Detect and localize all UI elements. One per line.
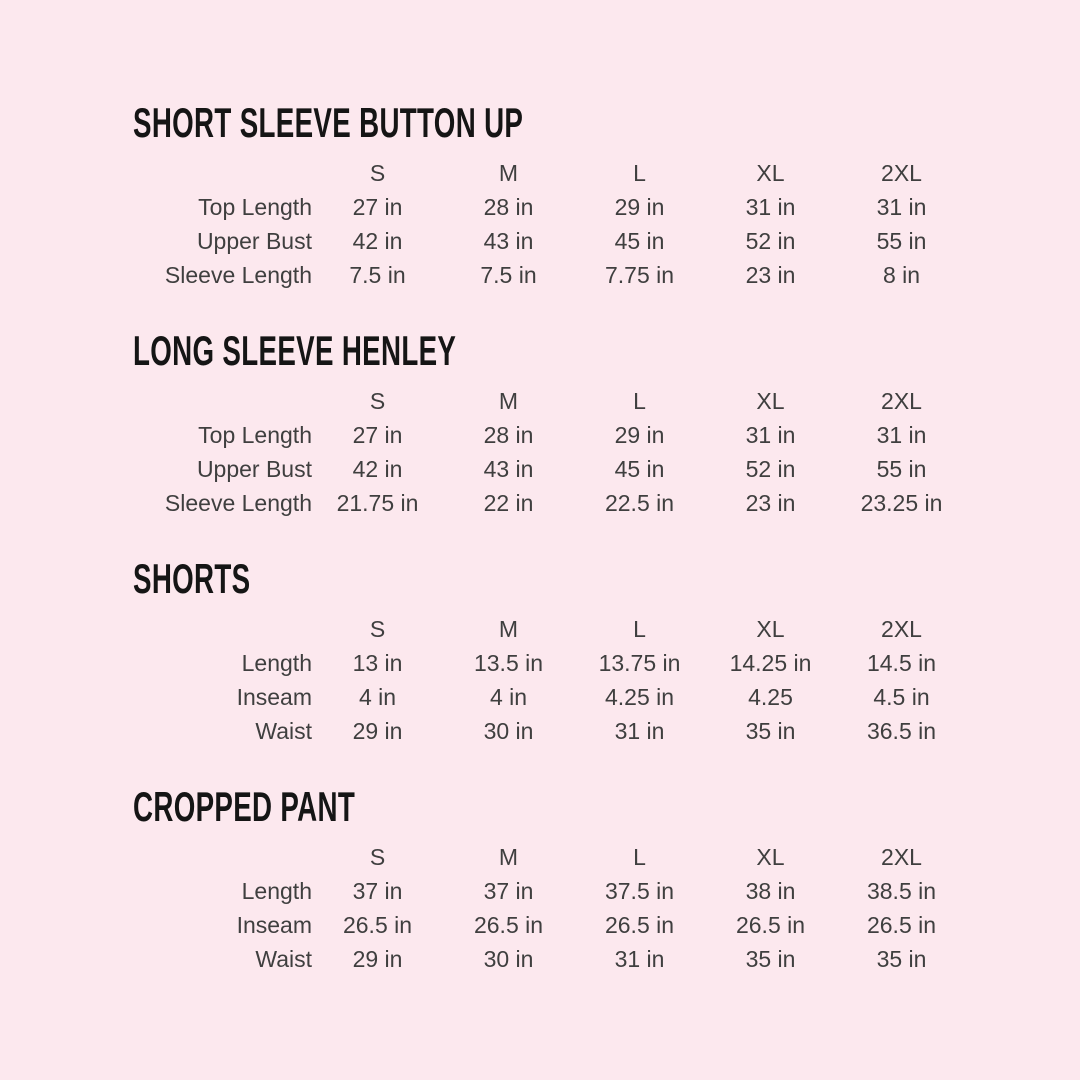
measurement-value: 29 in — [614, 193, 665, 220]
measurement-value: 31 in — [614, 717, 665, 744]
measurement-row — [100, 908, 967, 942]
measurement-value: 23 in — [745, 489, 796, 516]
measurement-value: 23.25 in — [860, 489, 943, 516]
size-column-header: S — [369, 387, 386, 414]
measurement-label: Top Length — [198, 193, 312, 220]
measurement-value: 37.5 in — [604, 877, 675, 904]
measurement-value: 27 in — [352, 193, 403, 220]
measurement-value: 42 in — [352, 227, 403, 254]
size-column-header: L — [633, 843, 646, 870]
measurement-label: Length — [241, 877, 312, 904]
measurement-row — [100, 224, 967, 258]
measurement-value: 31 in — [614, 945, 665, 972]
measurement-row — [100, 942, 967, 976]
size-table — [100, 612, 967, 748]
measurement-value: 35 in — [745, 717, 796, 744]
measurement-value: 35 in — [876, 945, 927, 972]
measurement-value: 8 in — [882, 261, 921, 288]
size-table — [100, 384, 967, 520]
measurement-value: 7.5 in — [480, 261, 537, 288]
measurement-value: 55 in — [876, 455, 927, 482]
measurement-value: 43 in — [483, 455, 534, 482]
measurement-value: 4 in — [489, 683, 528, 710]
size-column-header: 2XL — [881, 843, 922, 870]
measurement-value: 26.5 in — [342, 911, 413, 938]
measurement-value: 37 in — [483, 877, 534, 904]
measurement-value: 27 in — [352, 421, 403, 448]
measurement-value: 30 in — [483, 717, 534, 744]
size-chart-sections — [0, 99, 1080, 976]
measurement-value: 31 in — [745, 421, 796, 448]
size-column-header: S — [369, 159, 386, 186]
measurement-row — [100, 874, 967, 908]
measurement-value: 52 in — [745, 455, 796, 482]
measurement-value: 29 in — [614, 421, 665, 448]
size-table — [100, 156, 967, 292]
measurement-value: 52 in — [745, 227, 796, 254]
measurement-row — [100, 258, 967, 292]
measurement-value: 14.5 in — [866, 649, 937, 676]
measurement-value: 38.5 in — [866, 877, 937, 904]
size-column-header: S — [369, 615, 386, 642]
measurement-value: 45 in — [614, 227, 665, 254]
size-header-row — [100, 612, 967, 646]
measurement-value: 35 in — [745, 945, 796, 972]
measurement-row — [100, 190, 967, 224]
size-column-header: 2XL — [881, 159, 922, 186]
size-column-header: XL — [756, 387, 785, 414]
measurement-value: 38 in — [745, 877, 796, 904]
measurement-value: 7.5 in — [349, 261, 406, 288]
measurement-value: 22.5 in — [604, 489, 675, 516]
measurement-value: 4.25 in — [604, 683, 675, 710]
measurement-value: 36.5 in — [866, 717, 937, 744]
section-title: SHORT SLEEVE BUTTON UP — [133, 99, 524, 146]
measurement-value: 21.75 in — [336, 489, 419, 516]
measurement-value: 29 in — [352, 945, 403, 972]
measurement-value: 4 in — [358, 683, 397, 710]
measurement-value: 13.75 in — [598, 649, 681, 676]
measurement-label: Sleeve Length — [164, 489, 312, 516]
header-corner-cell — [100, 840, 312, 874]
size-column-header: XL — [756, 843, 785, 870]
measurement-value: 26.5 in — [604, 911, 675, 938]
measurement-value: 7.75 in — [604, 261, 675, 288]
measurement-label: Top Length — [198, 421, 312, 448]
measurement-label: Inseam — [236, 911, 312, 938]
measurement-row — [100, 418, 967, 452]
measurement-value: 22 in — [483, 489, 534, 516]
measurement-value: 37 in — [352, 877, 403, 904]
measurement-value: 26.5 in — [866, 911, 937, 938]
header-corner-cell — [100, 384, 312, 418]
measurement-value: 29 in — [352, 717, 403, 744]
measurement-value: 14.25 in — [729, 649, 812, 676]
measurement-row — [100, 714, 967, 748]
measurement-row — [100, 452, 967, 486]
header-corner-cell — [100, 156, 312, 190]
measurement-value: 55 in — [876, 227, 927, 254]
size-header-row — [100, 840, 967, 874]
measurement-value: 31 in — [745, 193, 796, 220]
size-column-header: M — [498, 615, 519, 642]
measurement-value: 45 in — [614, 455, 665, 482]
size-column-header: L — [633, 615, 646, 642]
measurement-label: Upper Bust — [196, 455, 312, 482]
measurement-row — [100, 680, 967, 714]
measurement-value: 31 in — [876, 193, 927, 220]
size-column-header: L — [633, 159, 646, 186]
measurement-value: 28 in — [483, 193, 534, 220]
measurement-label: Length — [241, 649, 312, 676]
measurement-label: Sleeve Length — [164, 261, 312, 288]
measurement-label: Upper Bust — [196, 227, 312, 254]
measurement-value: 23 in — [745, 261, 796, 288]
size-column-header: M — [498, 843, 519, 870]
size-table — [100, 840, 967, 976]
size-column-header: 2XL — [881, 387, 922, 414]
size-column-header: M — [498, 159, 519, 186]
measurement-value: 4.5 in — [873, 683, 930, 710]
size-chart-section — [100, 555, 1080, 748]
size-chart-section — [100, 783, 1080, 976]
measurement-value: 4.25 — [748, 683, 793, 710]
size-header-row — [100, 384, 967, 418]
measurement-row — [100, 486, 967, 520]
measurement-value: 28 in — [483, 421, 534, 448]
section-title: LONG SLEEVE HENLEY — [133, 327, 457, 374]
size-column-header: XL — [756, 159, 785, 186]
measurement-label: Waist — [255, 945, 312, 972]
size-header-row — [100, 156, 967, 190]
size-column-header: M — [498, 387, 519, 414]
measurement-value: 13 in — [352, 649, 403, 676]
measurement-row — [100, 646, 967, 680]
section-title: SHORTS — [133, 555, 251, 602]
size-column-header: XL — [756, 615, 785, 642]
size-chart-section — [100, 327, 1080, 520]
section-title: CROPPED PANT — [133, 783, 356, 830]
size-column-header: 2XL — [881, 615, 922, 642]
measurement-value: 31 in — [876, 421, 927, 448]
measurement-label: Waist — [255, 717, 312, 744]
measurement-value: 26.5 in — [735, 911, 806, 938]
header-corner-cell — [100, 612, 312, 646]
size-chart-section — [100, 99, 1080, 292]
measurement-value: 30 in — [483, 945, 534, 972]
size-column-header: L — [633, 387, 646, 414]
size-column-header: S — [369, 843, 386, 870]
measurement-value: 43 in — [483, 227, 534, 254]
measurement-value: 26.5 in — [473, 911, 544, 938]
measurement-value: 13.5 in — [473, 649, 544, 676]
measurement-value: 42 in — [352, 455, 403, 482]
measurement-label: Inseam — [236, 683, 312, 710]
